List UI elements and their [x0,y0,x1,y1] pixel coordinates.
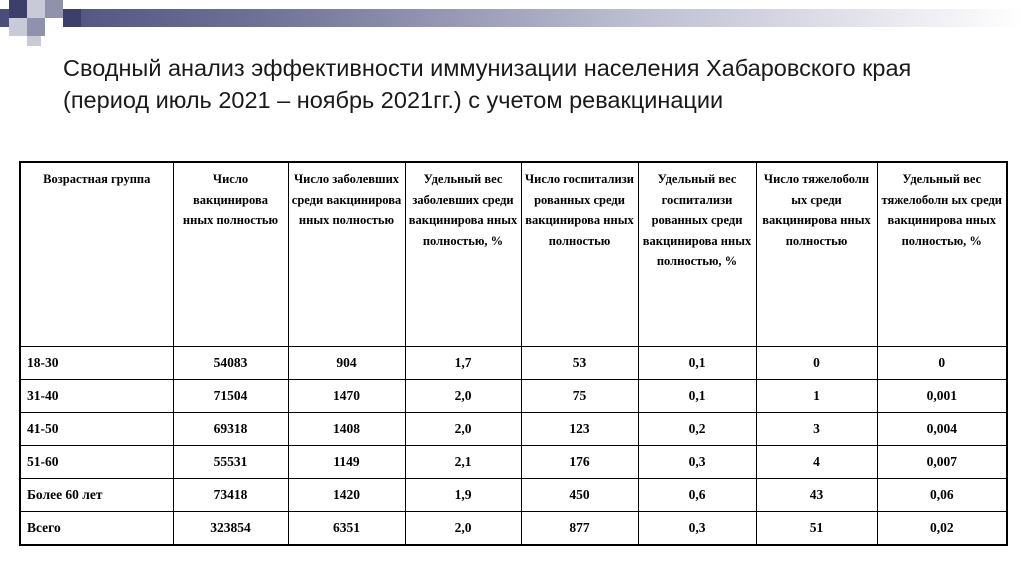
column-header: Число госпитализи рованных среди вакцинирова нных полностью [521,162,638,346]
table-cell: 51 [756,511,877,545]
table-cell: 4 [756,445,877,478]
table-cell: 51-60 [20,445,173,478]
table-cell: 1,7 [405,346,521,379]
table-cell: 69318 [173,412,288,445]
column-header: Число заболевших среди вакцинирова нных полностью [288,162,405,346]
decor-square [9,0,27,18]
immunization-table [19,161,1008,546]
table-cell: 0,6 [638,478,756,511]
table-cell: 0,3 [638,445,756,478]
decor-square [45,18,63,36]
table-row [20,478,1007,511]
table-cell: 3 [756,412,877,445]
table-cell: 54083 [173,346,288,379]
table-cell: 1470 [288,379,405,412]
table-cell: 0 [877,346,1007,379]
table-cell: 1 [756,379,877,412]
column-header: Возрастная группа [20,162,173,346]
slide-title: Сводный анализ эффективности иммунизации населения Хабаровского края (период июль 2021 – ноябрь 2021гг.) с учетом ревакцинации [63,55,912,113]
column-header: Удельный вес госпитализи рованных среди вакцинирова нных полностью, % [638,162,756,346]
table-cell: 71504 [173,379,288,412]
table-row [20,445,1007,478]
table-cell: 0,2 [638,412,756,445]
table-cell: 0,001 [877,379,1007,412]
table-cell: 1408 [288,412,405,445]
table-cell: 2,0 [405,511,521,545]
column-header: Число тяжелоболн ых среди вакцинирова нных полностью [756,162,877,346]
table-cell: 1149 [288,445,405,478]
table-row [20,346,1007,379]
table-cell: 0,004 [877,412,1007,445]
table-cell: 75 [521,379,638,412]
table-cell: 1420 [288,478,405,511]
table-cell: Более 60 лет [20,478,173,511]
table-cell: 877 [521,511,638,545]
column-header: Удельный вес тяжелоболн ых среди вакцинирова нных полностью, % [877,162,1007,346]
table-cell: 0,02 [877,511,1007,545]
table-cell: 0,1 [638,379,756,412]
table-cell: 450 [521,478,638,511]
table-cell: 904 [288,346,405,379]
table-cell: Всего [20,511,173,545]
table-cell: 41-50 [20,412,173,445]
decor-square [9,18,27,36]
decor-square [27,36,41,46]
table-row-total [20,511,1007,545]
column-header: Удельный вес заболевших среди вакцинирова нных полностью, % [405,162,521,346]
table-cell: 2,0 [405,379,521,412]
table-cell: 0,3 [638,511,756,545]
column-header: Число вакцинирова нных полностью [173,162,288,346]
table-row [20,412,1007,445]
table-cell: 176 [521,445,638,478]
table-cell: 43 [756,478,877,511]
table-cell: 323854 [173,511,288,545]
table-row [20,379,1007,412]
decor-square [27,0,45,18]
gradient-bar [0,9,1024,27]
table-cell: 6351 [288,511,405,545]
header-row [20,162,1007,346]
table-cell: 53 [521,346,638,379]
table-cell: 0,06 [877,478,1007,511]
decor-square [27,18,45,36]
table-cell: 31-40 [20,379,173,412]
table-cell: 0,007 [877,445,1007,478]
table-cell: 18-30 [20,346,173,379]
table-cell: 55531 [173,445,288,478]
table-cell: 2,0 [405,412,521,445]
table-cell: 1,9 [405,478,521,511]
table-cell: 123 [521,412,638,445]
decor-square [63,9,81,27]
table-cell: 0 [756,346,877,379]
decor-square [45,0,63,18]
table-cell: 2,1 [405,445,521,478]
table-cell: 73418 [173,478,288,511]
table-cell: 0,1 [638,346,756,379]
decorative-header-bar [0,0,1024,50]
